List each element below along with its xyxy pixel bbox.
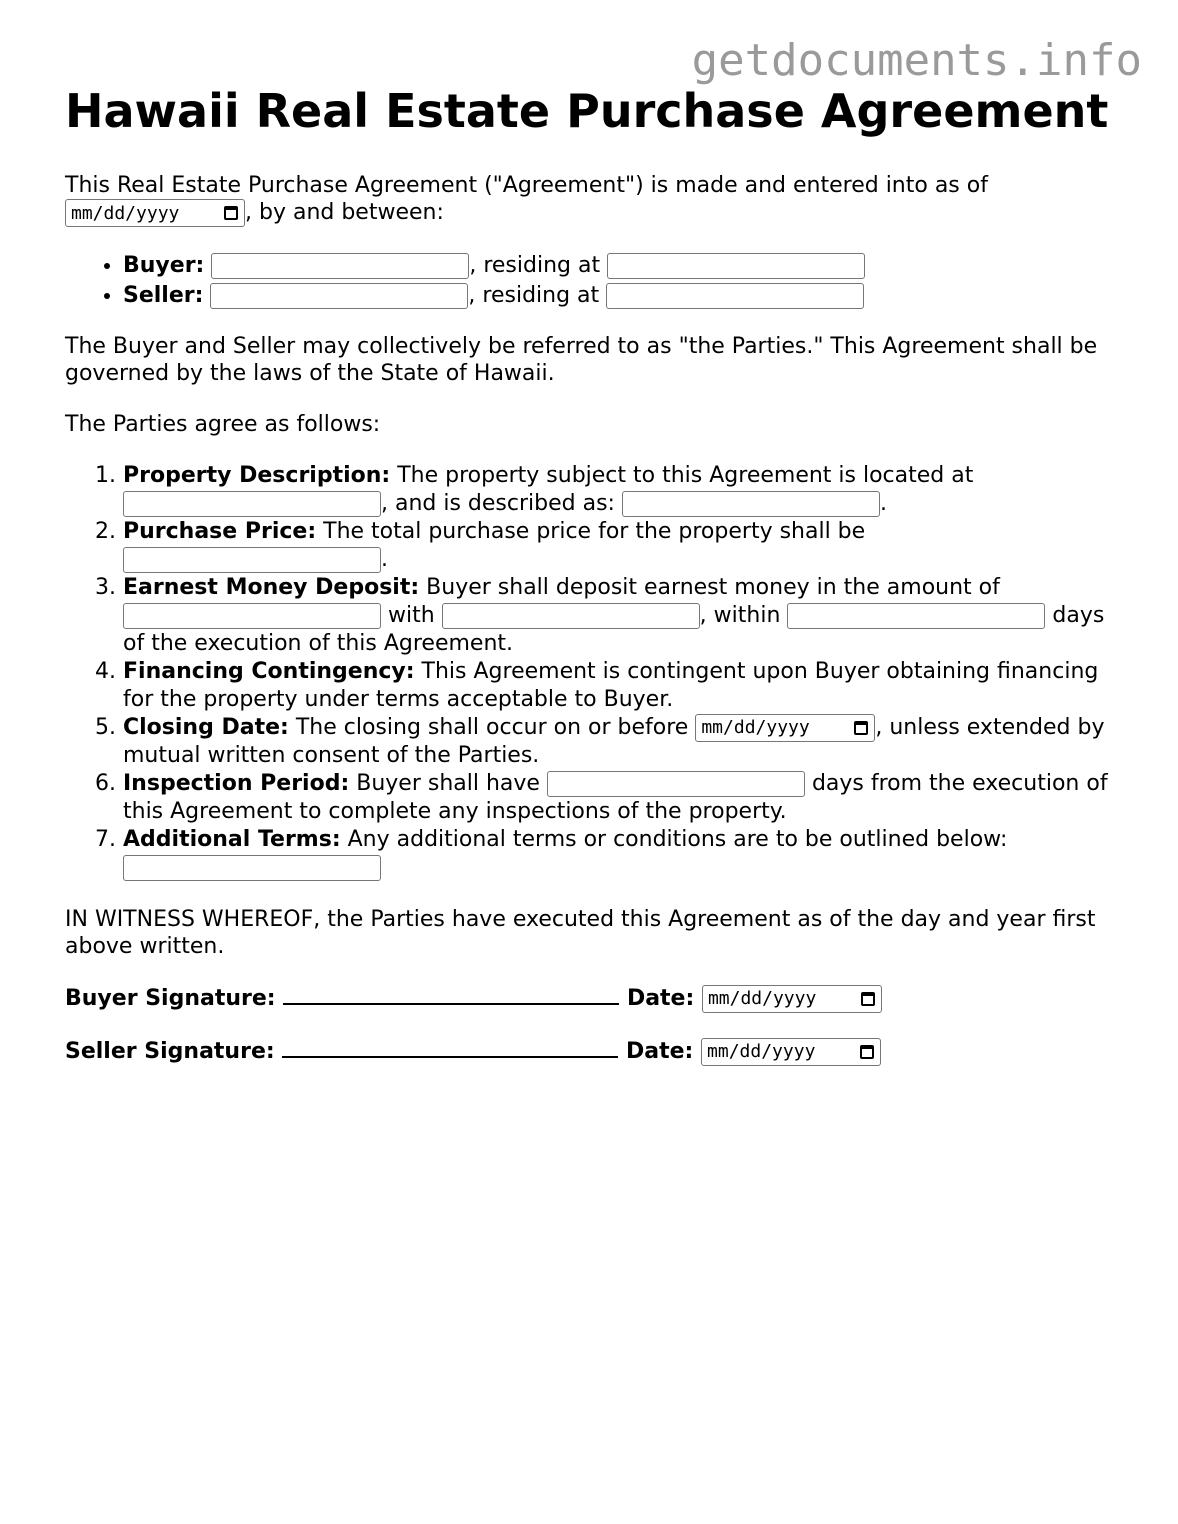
seller-name-input[interactable]: [210, 283, 468, 309]
buyer-name-input[interactable]: [211, 253, 469, 279]
calendar-icon[interactable]: [860, 1045, 874, 1059]
terms-list: [65, 462, 1125, 882]
term-label: Inspection Period:: [123, 771, 350, 796]
term-text: , within: [699, 603, 788, 628]
buyer-signature-row: [65, 984, 1125, 1014]
buyer-address-input[interactable]: [607, 253, 865, 279]
calendar-icon[interactable]: [861, 992, 875, 1006]
earnest-holder-input[interactable]: [442, 603, 700, 629]
term-label: Additional Terms:: [123, 827, 341, 852]
seller-signature-row: [65, 1037, 1125, 1067]
earnest-days-input[interactable]: [787, 603, 1045, 629]
term-closing: [123, 714, 1125, 770]
buyer-signature-label: Buyer Signature:: [65, 986, 276, 1011]
seller-signature-line: [282, 1038, 618, 1058]
term-text: Buyer shall have: [349, 771, 547, 796]
term-label: Property Description:: [123, 463, 391, 488]
date-placeholder: mm/dd/yyyy: [707, 1041, 816, 1062]
closing-date-input[interactable]: [695, 714, 875, 742]
residing-text: , residing at: [468, 283, 600, 308]
parties-list: [65, 251, 1125, 311]
term-label: Closing Date:: [123, 715, 289, 740]
agreement-date-input[interactable]: [65, 199, 245, 227]
intro-paragraph: [65, 172, 1125, 227]
date-placeholder: mm/dd/yyyy: [701, 717, 810, 738]
buyer-signature-date-input[interactable]: [702, 985, 882, 1013]
buyer-item: [123, 251, 1125, 281]
term-text: .: [879, 491, 887, 516]
document-title: Hawaii Real Estate Purchase Agreement: [65, 84, 1109, 138]
buyer-signature-line: [283, 985, 619, 1005]
collective-paragraph: The Buyer and Seller may collectively be referred to as "the Parties." This Agreement shall be governed by the laws of the State of Hawaii.: [65, 334, 1098, 386]
term-text: with: [381, 603, 442, 628]
term-text: The closing shall occur on or before: [288, 715, 696, 740]
term-text: The property subject to this Agreement is located at: [390, 463, 974, 488]
intro-text-after: , by and between:: [245, 200, 444, 225]
date-label: Date:: [626, 986, 695, 1011]
seller-signature-label: Seller Signature:: [65, 1039, 275, 1064]
witness-paragraph: IN WITNESS WHEREOF, the Parties have executed this Agreement as of the day and year first above written.: [65, 907, 1096, 959]
term-text: This Agreement is contingent upon Buyer obtaining financing for the property under terms acceptable to Buyer.: [123, 659, 1099, 712]
term-text: The total purchase price for the property shall be: [316, 519, 866, 544]
term-additional: [123, 826, 1125, 882]
property-description-input[interactable]: [622, 491, 880, 517]
buyer-label: Buyer:: [123, 253, 205, 278]
term-inspection: [123, 770, 1125, 826]
residing-text: , residing at: [469, 253, 601, 278]
seller-label: Seller:: [123, 283, 204, 308]
additional-terms-input[interactable]: [123, 855, 381, 881]
earnest-amount-input[interactable]: [123, 603, 381, 629]
term-text: , unless extended by mutual written consent of the Parties.: [123, 715, 1105, 768]
seller-address-input[interactable]: [606, 283, 864, 309]
property-location-input[interactable]: [123, 491, 381, 517]
term-text: .: [381, 547, 388, 572]
term-text: , and is described as:: [381, 491, 622, 516]
agree-paragraph: The Parties agree as follows:: [65, 412, 381, 437]
date-placeholder: mm/dd/yyyy: [707, 988, 817, 1009]
term-label: Purchase Price:: [123, 519, 317, 544]
calendar-icon[interactable]: [854, 721, 868, 735]
term-text: days from the execution of this Agreement to complete any inspections of the property.: [123, 771, 1108, 824]
seller-signature-date-input[interactable]: [701, 1038, 881, 1066]
term-financing: [123, 658, 1125, 714]
watermark: getdocuments.info: [691, 35, 1142, 86]
inspection-days-input[interactable]: [547, 771, 805, 797]
document-body: [65, 84, 1125, 1067]
term-text: Any additional terms or conditions are to be outlined below:: [340, 827, 1008, 852]
date-placeholder: mm/dd/yyyy: [71, 202, 180, 224]
term-text: Buyer shall deposit earnest money in the amount of: [419, 575, 1000, 600]
term-property: [123, 462, 1125, 518]
term-earnest: [123, 574, 1125, 658]
seller-item: [123, 281, 1125, 311]
term-price: [123, 518, 1125, 574]
intro-text: This Real Estate Purchase Agreement ("Agreement") is made and entered into as of: [65, 173, 988, 198]
purchase-price-input[interactable]: [123, 547, 381, 573]
term-label: Earnest Money Deposit:: [123, 575, 420, 600]
term-label: Financing Contingency:: [123, 659, 415, 684]
calendar-icon[interactable]: [224, 206, 238, 220]
term-text: days of the execution of this Agreement.: [123, 603, 1105, 656]
date-label: Date:: [626, 1039, 694, 1064]
